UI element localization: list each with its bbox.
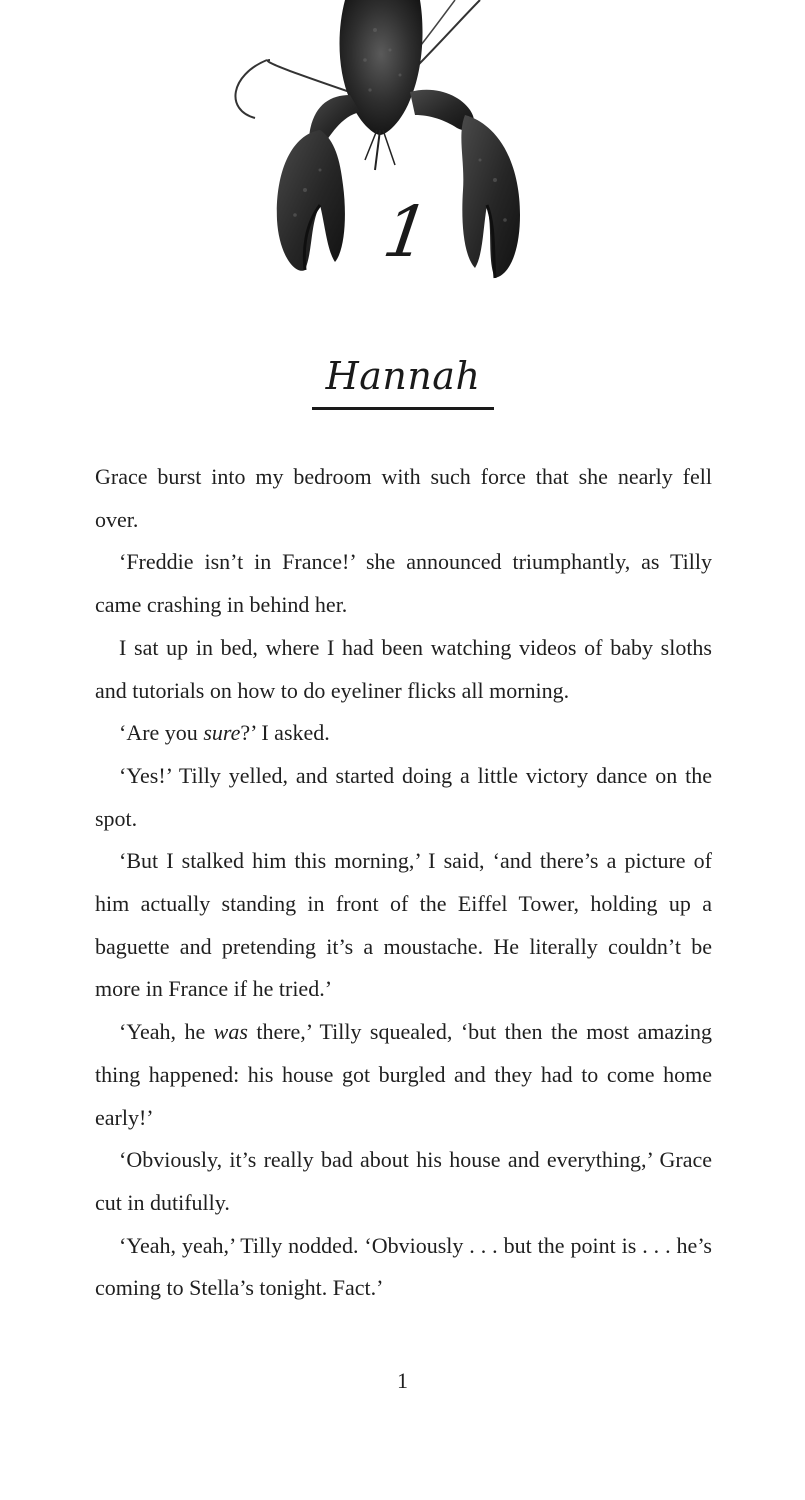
- paragraph-text: there,’ Tilly squealed, ‘but then the most amazing thing happened: his house got burgled and they had to come home early!’: [95, 1019, 712, 1130]
- paragraph-text: ‘Are you: [119, 720, 204, 746]
- chapter-body: [95, 456, 712, 1310]
- paragraph: [95, 712, 712, 755]
- emphasis: was: [213, 1019, 248, 1045]
- paragraph: ‘Yes!’ Tilly yelled, and started doing a little victory dance on the spot.: [95, 762, 712, 831]
- paragraph: ‘Yeah, yeah,’ Tilly nodded. ‘Obviously . . . but the point is . . . he’s coming to Stella’s tonight. Fact.’: [95, 1232, 712, 1301]
- emphasis: sure: [203, 720, 241, 746]
- paragraph: Grace burst into my bedroom with such force that she nearly fell over.: [95, 464, 712, 532]
- lobster-illustration: [225, 0, 535, 285]
- page-number: 1: [397, 1368, 408, 1393]
- paragraph: ‘But I stalked him this morning,’ I said, ‘and there’s a picture of him actually standing in front of the Eiffel Tower, holding up a baguette and pretending it’s a moustache. He literally couldn’t be more in France if he tried.’: [95, 848, 712, 1002]
- paragraph: ‘Freddie isn’t in France!’ she announced triumphantly, as Tilly came crashing in behind her.: [95, 549, 712, 618]
- paragraph: I sat up in bed, where I had been watching videos of baby sloths and tutorials on how to do eyeliner flicks all morning.: [95, 634, 712, 703]
- chapter-number: 1: [378, 191, 435, 273]
- paragraph-text: ?’ I asked.: [240, 720, 330, 746]
- title-underline: [312, 407, 494, 410]
- paragraph-text: ‘Yeah, he: [119, 1019, 214, 1045]
- paragraph: [95, 1011, 712, 1139]
- lobster-icon: [225, 0, 535, 285]
- paragraph: ‘Obviously, it’s really bad about his house and everything,’ Grace cut in dutifully.: [95, 1147, 712, 1215]
- chapter-title: Hannah: [325, 354, 481, 398]
